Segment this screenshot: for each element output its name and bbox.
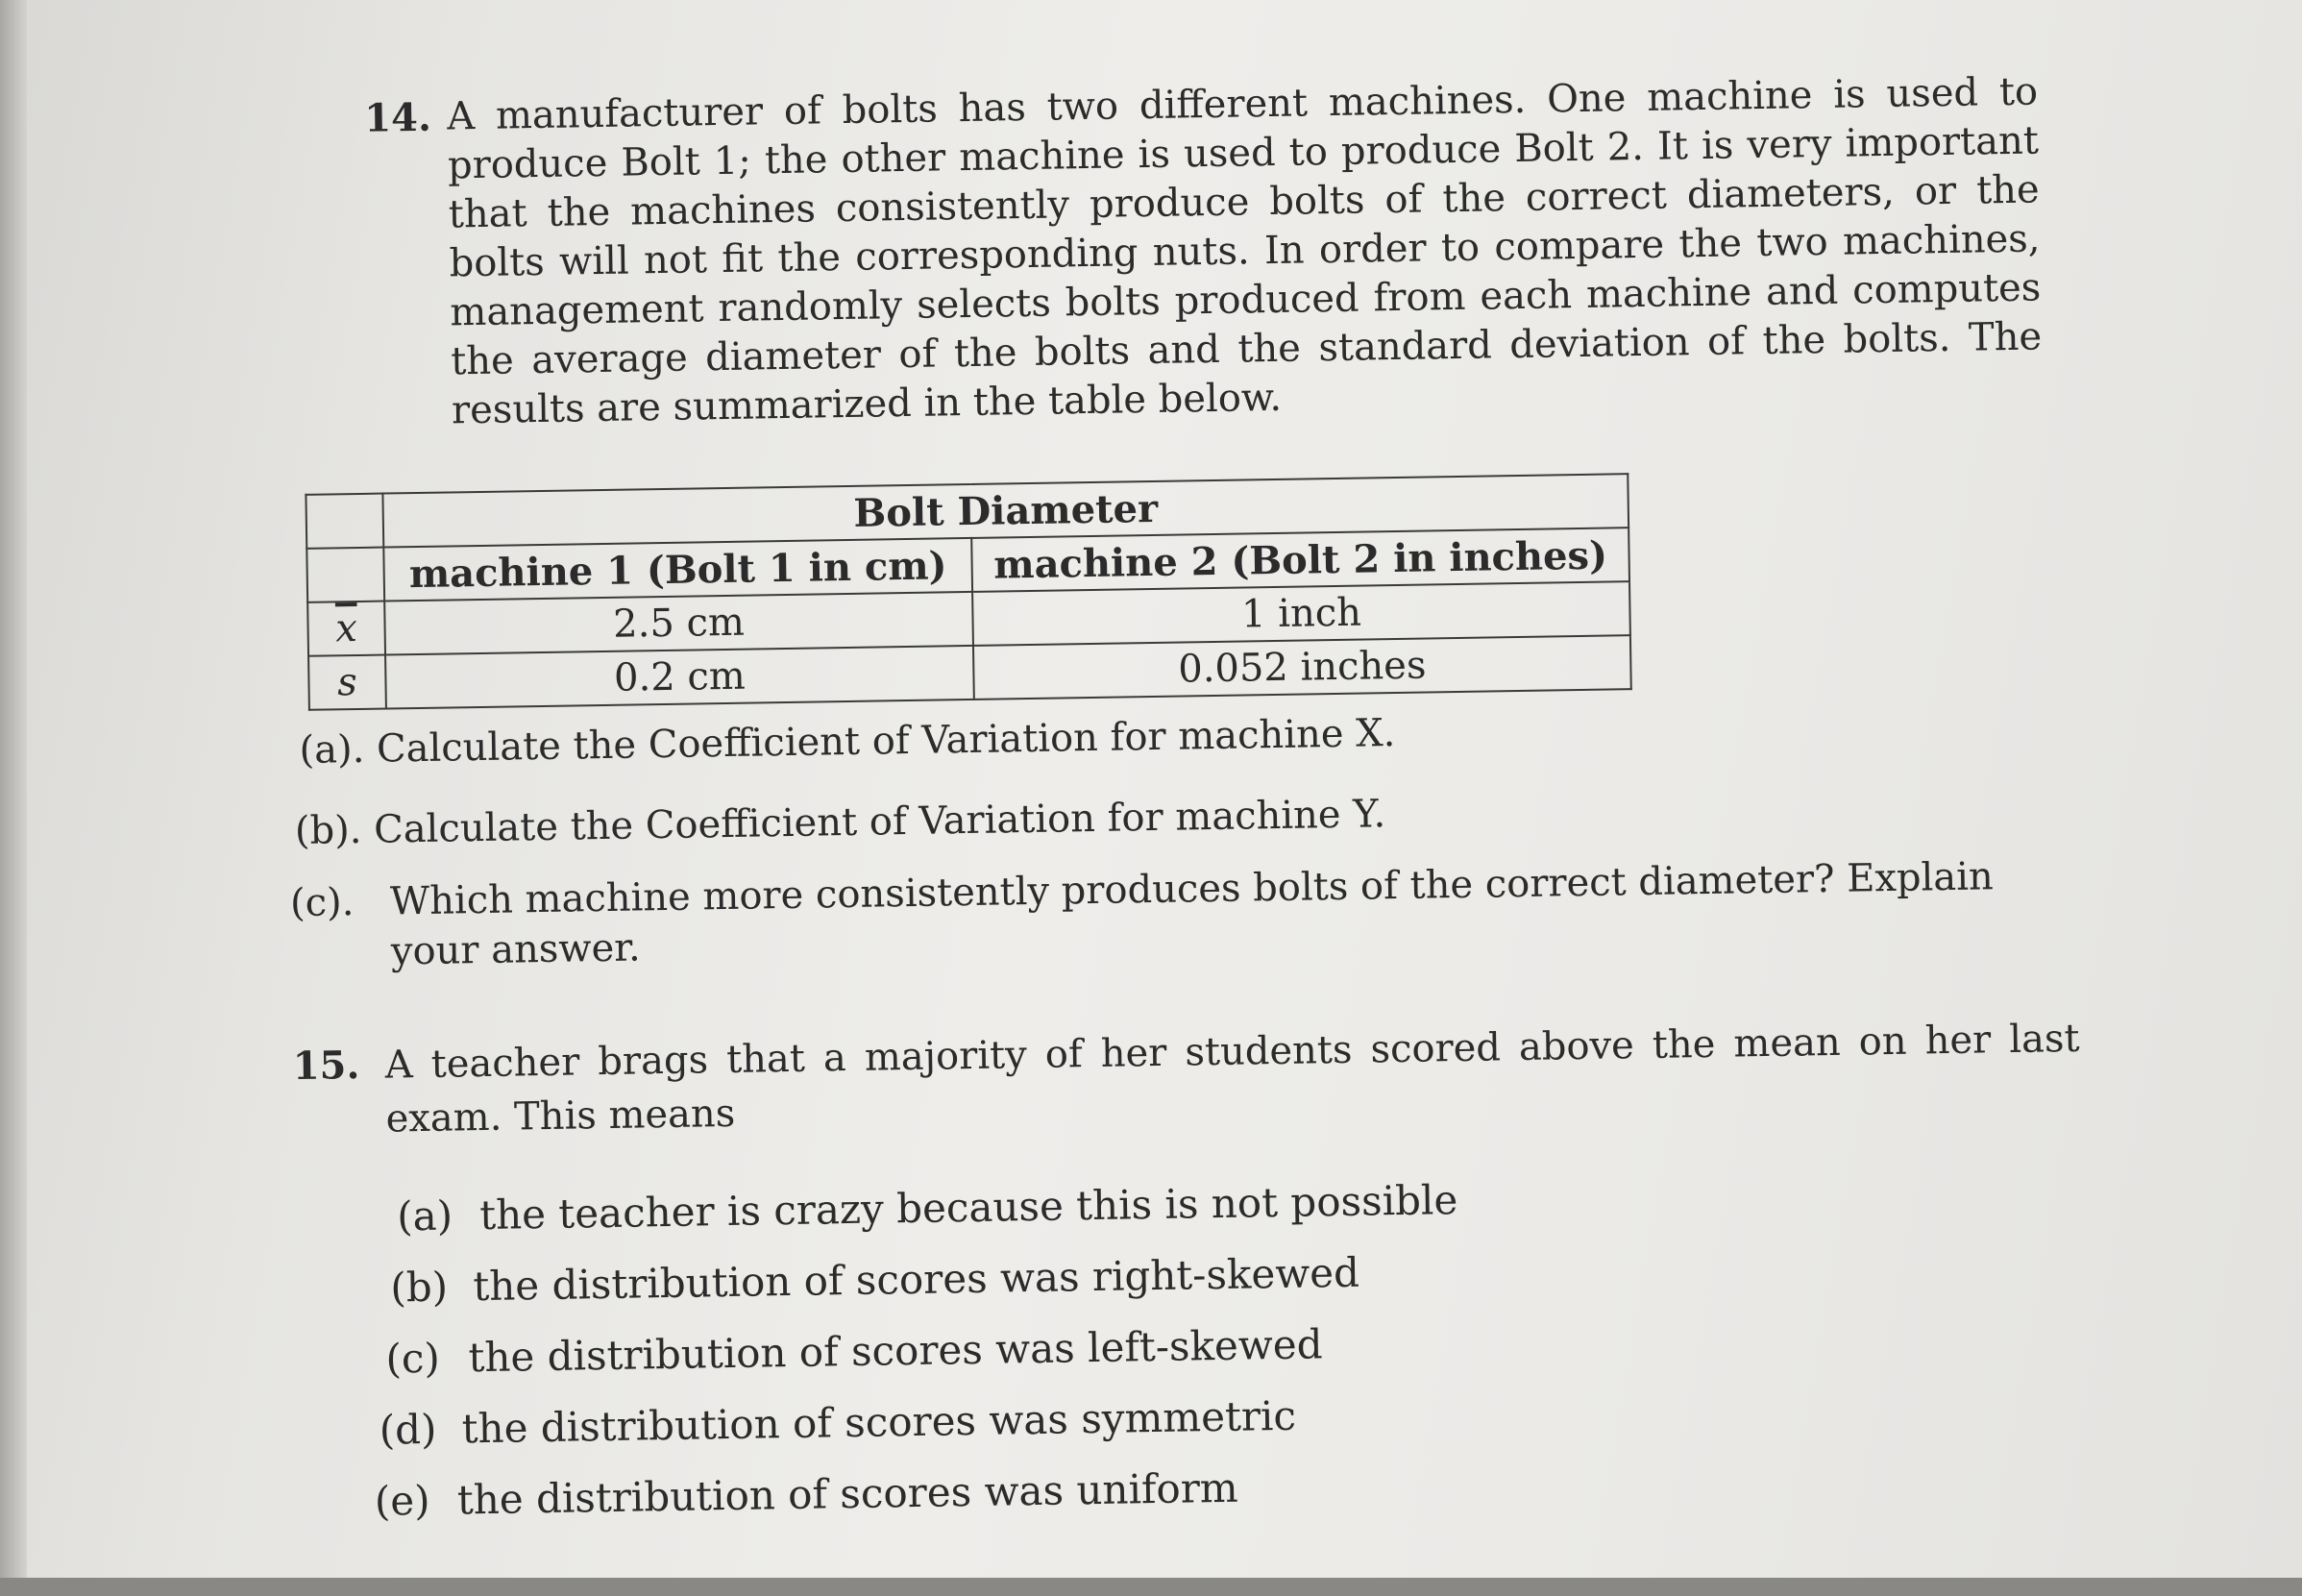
question-15-text: A teacher brags that a majority of her students scored above the mean on her last exam. This means [384, 1016, 2080, 1142]
part-c-label: (c). [289, 880, 355, 926]
option-b-text: the distribution of scores was right-skewed [472, 1248, 1360, 1311]
part-b-label: (b). [294, 807, 362, 854]
option-d [379, 1391, 1296, 1456]
cell-m2-mean: 1 inch [972, 581, 1630, 646]
table-corner-cell [306, 494, 383, 549]
question-14 [363, 67, 2043, 436]
option-c-label: (c) [385, 1334, 441, 1383]
table-header-machine-2: machine 2 (Bolt 2 in inches) [971, 528, 1629, 592]
table-header-machine-1: machine 1 (Bolt 1 in cm) [383, 538, 972, 602]
row-label-sd: s [308, 655, 386, 710]
option-a [397, 1175, 1458, 1241]
option-c-text: the distribution of scores was left-skewed [468, 1320, 1323, 1382]
option-e [374, 1463, 1238, 1527]
option-b [390, 1248, 1359, 1314]
part-a-label: (a). [299, 726, 365, 773]
option-e-text: the distribution of scores was uniform [456, 1463, 1239, 1524]
table-header-blank [306, 548, 384, 602]
option-a-text: the teacher is crazy because this is not possible [478, 1176, 1458, 1240]
option-c [385, 1319, 1323, 1384]
cell-m2-sd: 0.052 inches [973, 635, 1631, 700]
option-a-label: (a) [396, 1191, 453, 1240]
part-a-text: Calculate the Coefficient of Variation for machine X. [376, 711, 1396, 772]
cell-m1-mean: 2.5 cm [384, 592, 973, 655]
option-e-label: (e) [374, 1476, 430, 1525]
part-b [295, 790, 1386, 855]
option-b-label: (b) [389, 1263, 449, 1312]
part-c-text: Which machine more consistently produces bolts of the correct diameter? Explain your answer. [389, 854, 1995, 974]
part-c [290, 850, 2078, 978]
option-d-label: (d) [379, 1405, 437, 1454]
part-a [299, 709, 1396, 774]
option-d-text: the distribution of scores was symmetric [461, 1391, 1297, 1453]
table-title: Bolt Diameter [382, 474, 1629, 547]
row-label-mean: $\overline{x}$ [334, 605, 358, 651]
part-b-text: Calculate the Coefficient of Variation for machine Y. [373, 792, 1386, 852]
cell-m1-sd: 0.2 cm [385, 646, 974, 709]
bolt-diameter-table [305, 473, 1631, 711]
question-15 [292, 1012, 2081, 1147]
question-14-text: A manufacturer of bolts has two different machines. One machine is used to produce Bolt 1; the other machine is used to produce Bolt 2. It is very important that the machines consistently produce bolts of the correct diameters, or the bolts will not fit the corresponding nuts. In order to compare the two machines, management randomly selects bolts produced from each machine and computes the average diameter of the bolts and the standard deviation of the bolts. The results are summarized in the table below. [446, 69, 2043, 433]
question-15-number: 15. [292, 1043, 360, 1090]
question-14-number: 14. [363, 94, 432, 141]
